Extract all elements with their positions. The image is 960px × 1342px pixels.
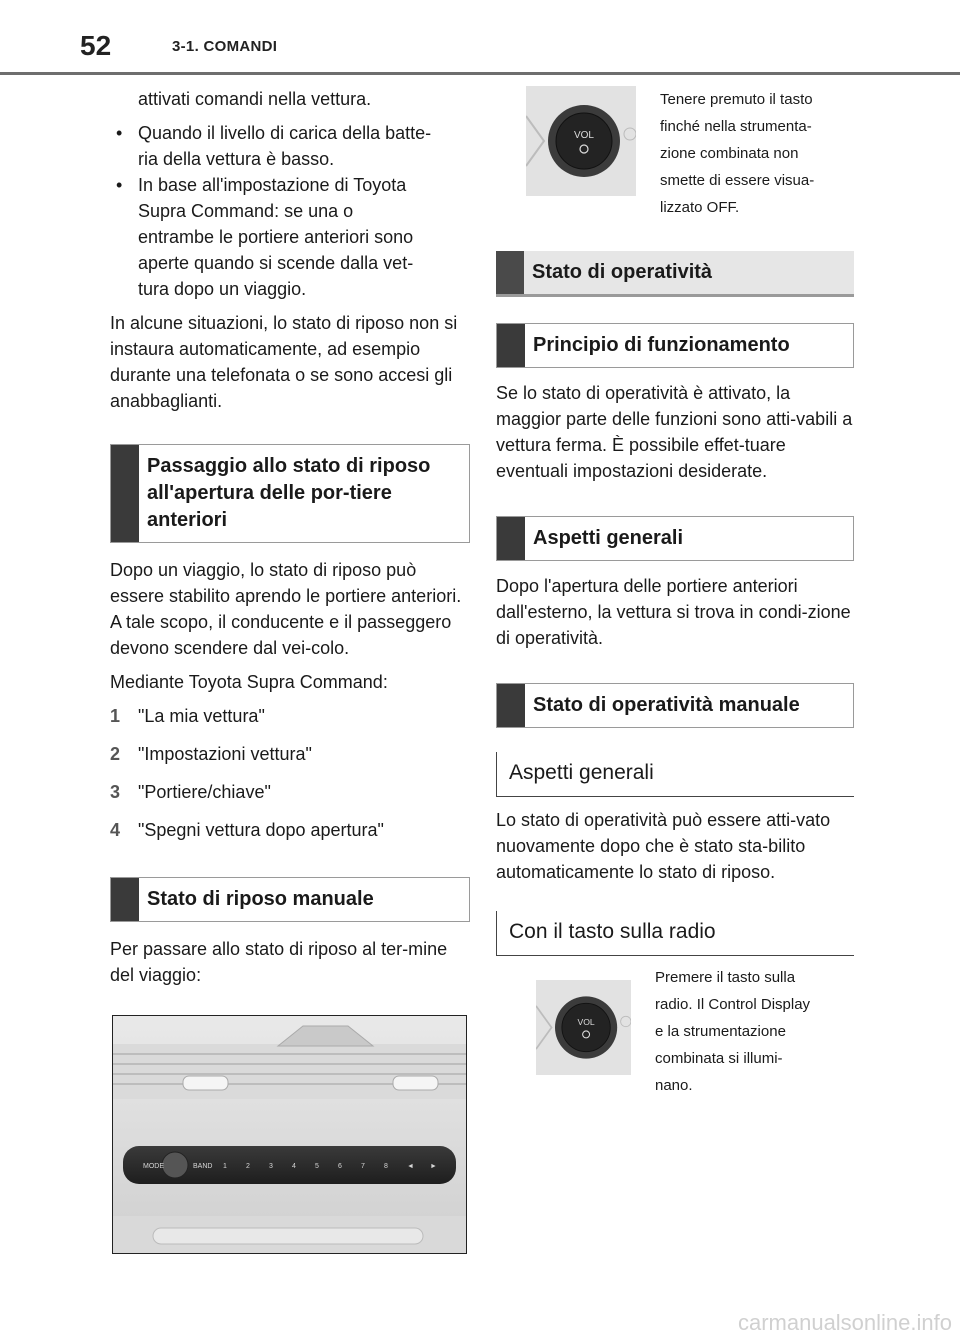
intro-continuation: attivati comandi nella vettura. bbox=[138, 89, 372, 109]
mode-button: MODE bbox=[143, 1163, 164, 1170]
heading-manual-ready-state: Stato di operatività manuale bbox=[496, 683, 854, 728]
bullet-item: • Quando il livello di carica della batte- ria della vettura è basso. bbox=[110, 120, 470, 172]
radio-panel-image bbox=[112, 1015, 467, 1254]
subheading-general: Aspetti generali bbox=[496, 752, 854, 797]
preset-2: 2 bbox=[246, 1163, 250, 1170]
list-item: 2 "Impostazioni vettura" bbox=[110, 744, 312, 764]
subheading-radio-button: Con il tasto sulla radio bbox=[496, 911, 854, 956]
preset-4: 4 bbox=[292, 1163, 296, 1170]
paragraph: Dopo l'apertura delle portiere anteriori dall'esterno, la vettura si trova in condi-zione di operatività. bbox=[496, 576, 851, 648]
header-divider bbox=[0, 72, 960, 75]
svg-text:VOL: VOL bbox=[577, 1016, 595, 1027]
list-item: 3 "Portiere/chiave" bbox=[110, 782, 271, 802]
svg-text:VOL: VOL bbox=[573, 130, 595, 141]
prev-button: ◄ bbox=[407, 1163, 414, 1170]
radio-panel-illustration bbox=[113, 1016, 466, 1253]
paragraph: Dopo un viaggio, lo stato di riposo può essere stabilito aprendo le portiere anteriori. A tale scopo, il conducente e il passeggero devono scendere dal vei-colo. bbox=[110, 560, 462, 658]
page-header bbox=[0, 0, 960, 74]
vol-knob-image bbox=[536, 980, 631, 1075]
list-item: 4 "Spegni vettura dopo apertura" bbox=[110, 820, 384, 840]
preset-3: 3 bbox=[269, 1163, 273, 1170]
paragraph: Se lo stato di operatività è attivato, la maggior parte delle funzioni sono atti-vabili a vettura ferma. È possibile effet-tuare eventuali impostazioni desiderate. bbox=[496, 383, 853, 481]
paragraph: Mediante Toyota Supra Command: bbox=[110, 672, 388, 692]
page-number: 52 bbox=[80, 30, 112, 61]
preset-6: 6 bbox=[338, 1163, 342, 1170]
heading-operating-principle: Principio di funzionamento bbox=[496, 323, 854, 368]
watermark: carmanualsonline.info bbox=[737, 1310, 952, 1335]
preset-8: 8 bbox=[384, 1163, 388, 1170]
paragraph: Per passare allo stato di riposo al ter-mine del viaggio: bbox=[110, 939, 448, 985]
bullet-item: • In base all'impostazione di Toyota Supra Command: se una o entrambe le portiere anteriori sono aperte quando si scende dalla vet- tura dopo un viaggio. bbox=[110, 172, 470, 302]
preset-1: 1 bbox=[223, 1163, 227, 1170]
preset-7: 7 bbox=[361, 1163, 365, 1170]
right-column bbox=[496, 86, 854, 1099]
knob-figure-1 bbox=[526, 86, 854, 221]
band-button: BAND bbox=[193, 1163, 213, 1170]
heading-ready-state: Stato di operatività bbox=[496, 251, 854, 297]
next-button: ► bbox=[430, 1163, 437, 1170]
paragraph: Lo stato di operatività può essere atti-vato nuovamente dopo che è stato sta-bilito automaticamente lo stato di riposo. bbox=[496, 810, 831, 882]
preset-5: 5 bbox=[315, 1163, 319, 1170]
paragraph: In alcune situazioni, lo stato di riposo non si instaura automaticamente, ad esempio durante una telefonata o se sono accesi gli anabbaglianti. bbox=[110, 313, 458, 411]
heading-general-aspects: Aspetti generali bbox=[496, 516, 854, 561]
left-column bbox=[110, 86, 470, 996]
section-title: 3-1. COMANDI bbox=[172, 38, 278, 55]
knob-figure-2 bbox=[536, 964, 854, 1099]
figure-caption-1: Tenere premuto il tasto finché nella strumenta- zione combinata non smette di essere visua- lizzato OFF. bbox=[660, 91, 815, 216]
vol-knob-image bbox=[526, 86, 636, 196]
figure-caption-2: Premere il tasto sulla radio. Il Control Display e la strumentazione combinata si illumi- nano. bbox=[655, 969, 811, 1094]
heading-manual-sleep: Stato di riposo manuale bbox=[110, 877, 470, 922]
list-item: 1 "La mia vettura" bbox=[110, 706, 265, 726]
heading-door-opening: Passaggio allo stato di riposo all'apertura delle por-tiere anteriori bbox=[110, 444, 470, 543]
